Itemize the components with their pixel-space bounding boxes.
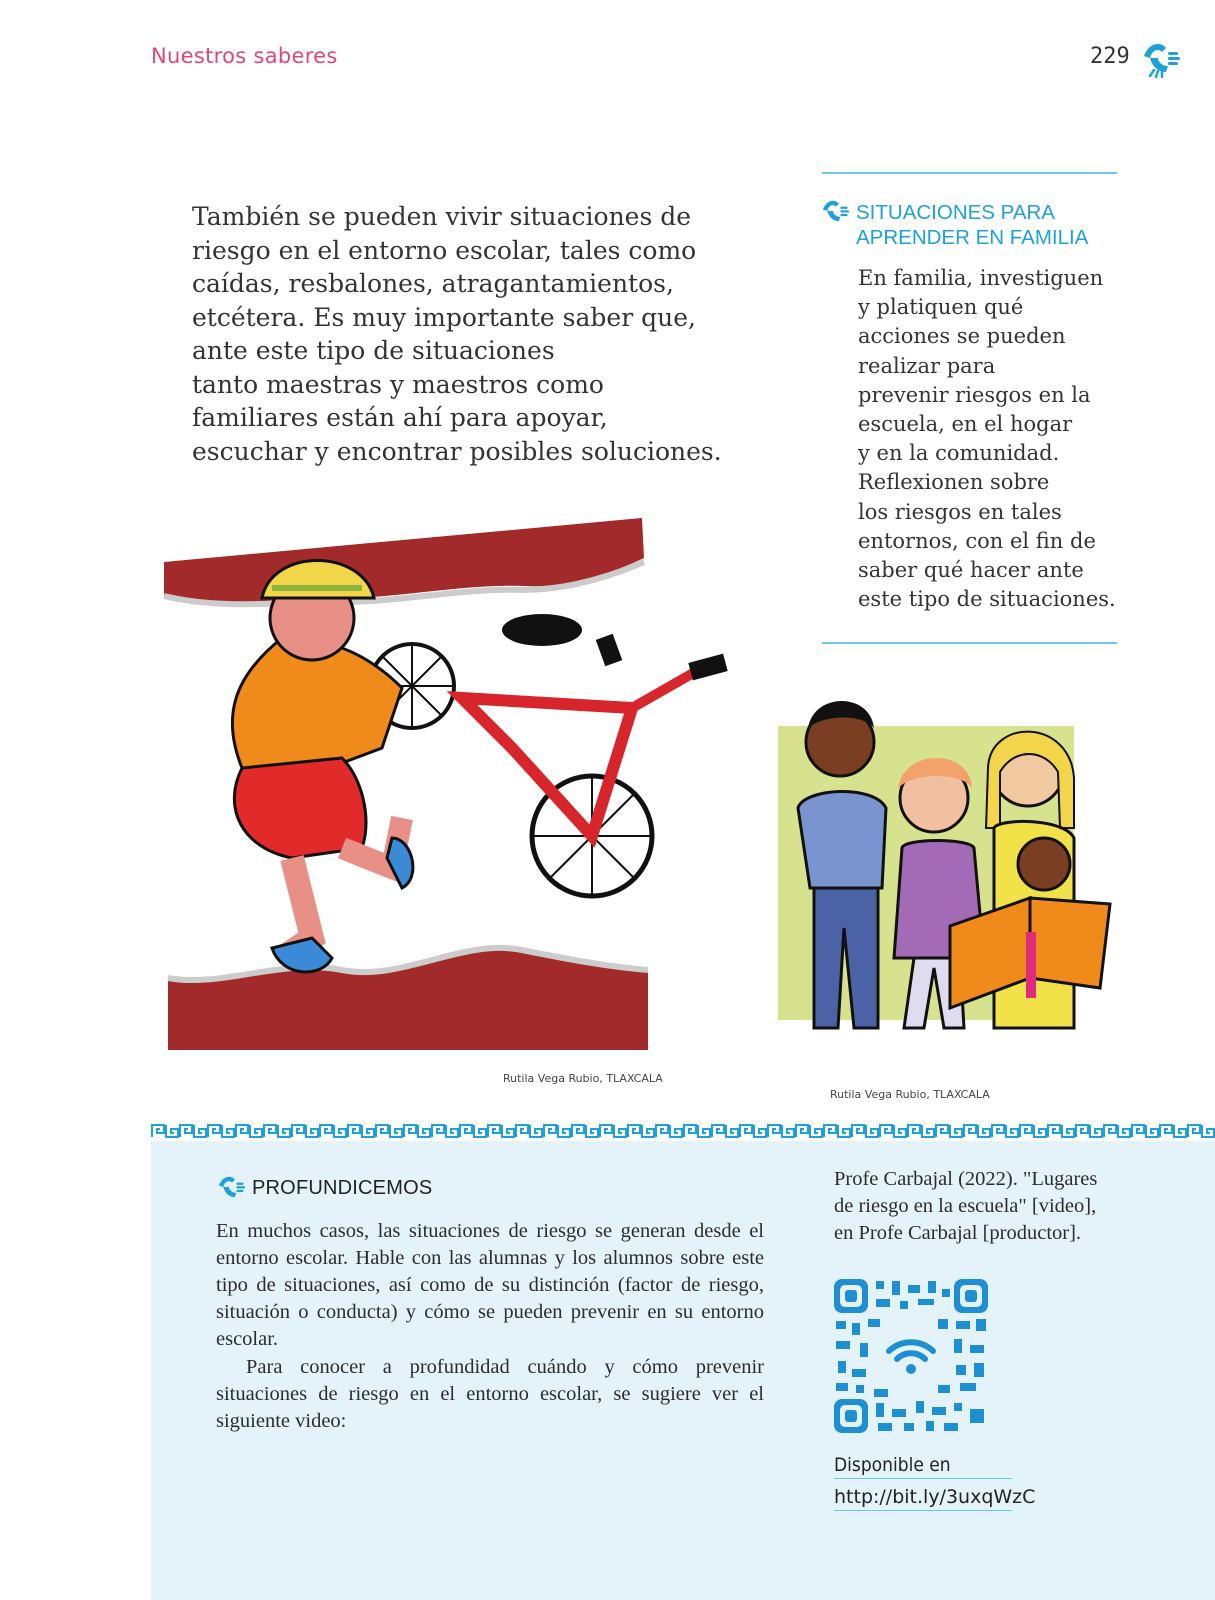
profundicemos-paragraph: Para conocer a profundidad cuándo y cómo prevenir situaciones de riesgo en el entorno escolar, se sugiere ver el siguiente video: — [216, 1356, 764, 1432]
hand-signing-icon — [216, 1172, 248, 1202]
intro-paragraph: También se pueden vivir situaciones de riesgo en el entorno escolar, tales como caídas, resbalones, atragantamientos, etcétera. Es muy importante saber que, ante este tipo de situaciones tanto maestras y maestros como familiares están ahí para apoyar, escuchar y encontrar posibles soluciones. — [192, 202, 722, 466]
family-box-title: SITUACIONES PARA APRENDER EN FAMILIA — [856, 201, 1089, 249]
hand-signing-icon — [1140, 38, 1184, 78]
illustration-credit: Rutila Vega Rubio, TLAXCALA — [503, 1072, 663, 1085]
bike-accident-illustration — [162, 518, 752, 1068]
decorative-border — [151, 1123, 1215, 1139]
family-box-body: En familia, investiguen y platiquen qué acciones se pueden realizar para prevenir riesgos en la escuela, en el hogar y en la comunidad. Reflexionen sobre los riesgos en tales entornos, con el fin de saber qué hacer ante este tipo de situaciones. — [858, 266, 1116, 612]
video-link[interactable]: http://bit.ly/3uxqWzC — [834, 1486, 1012, 1511]
available-label: Disponible en — [834, 1454, 1012, 1479]
illustration-credit: Rutila Vega Rubio, TLAXCALA — [830, 1088, 990, 1101]
video-reference: Profe Carbajal (2022). "Lugares de riesgo en la escuela" [video], en Profe Carbajal [productor]. — [834, 1168, 1098, 1244]
wifi-icon — [877, 1322, 945, 1390]
section-title: Nuestros saberes — [151, 44, 338, 68]
family-reading-illustration — [774, 688, 1134, 1088]
page-number: 229 — [1090, 44, 1130, 69]
profundicemos-paragraph: En muchos casos, las situaciones de riesgo se generan desde el entorno escolar. Hable con las alumnas y los alumnos sobre este tipo de situaciones, así como de su distinción (factor de riesgo, situación o conducta) y cómo se pueden prevenir en su entorno escolar. — [216, 1220, 764, 1350]
hand-signing-icon — [820, 196, 852, 226]
profundicemos-title: PROFUNDICEMOS — [252, 1177, 433, 1199]
qr-code[interactable] — [834, 1279, 988, 1433]
